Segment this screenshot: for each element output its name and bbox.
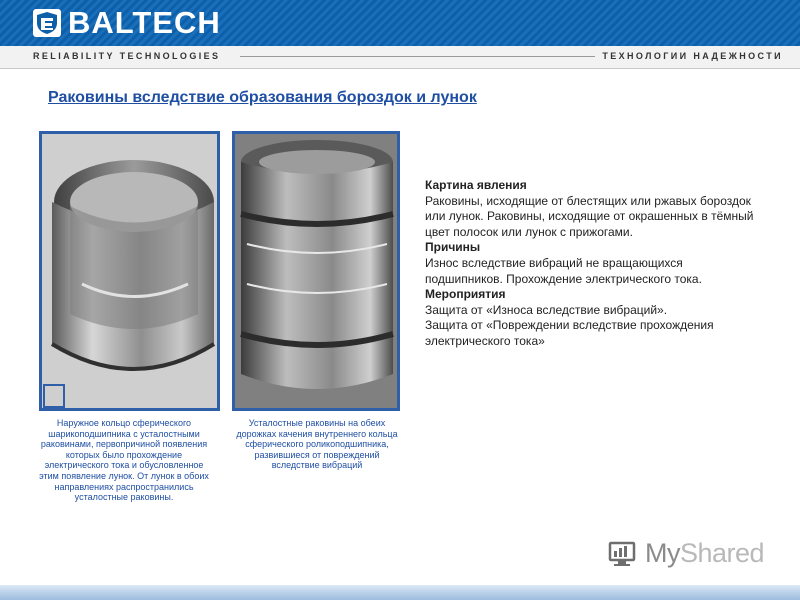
myshared-word-shared: Shared xyxy=(680,538,765,568)
myshared-word-my: My xyxy=(645,538,680,568)
tagline-right: ТЕХНОЛОГИИ НАДЕЖНОСТИ xyxy=(602,51,783,61)
tagline-left: RELIABILITY TECHNOLOGIES xyxy=(33,51,221,61)
causes-heading: Причины xyxy=(425,240,481,255)
description-block xyxy=(425,178,755,350)
bearing-inner-ring-photo xyxy=(232,131,400,411)
measures-line-1: Защита от «Износа вследствие вибраций». xyxy=(425,302,668,317)
measures-heading: Мероприятия xyxy=(425,287,506,302)
symptom-heading: Картина явления xyxy=(425,178,527,192)
page-title: Раковины вследствие образования бороздок и лунок xyxy=(48,89,477,106)
photo-frame-marker xyxy=(43,384,65,408)
symptom-text: Раковины, исходящие от блестящих или ржавых бороздок или лунок. Раковины, исходящие от окрашенных в тёмный цвет полосок или лунок с прижогами. xyxy=(425,193,754,239)
baltech-logo-text: BALTECH xyxy=(68,5,221,40)
figure-1-caption: Наружное кольцо сферического шарикоподшипника с усталостными раковинами, первопричиной появления которых было прохождение электрического тока и обусловленное этим появление лунок. От лунок в обоих направлениях распространились усталостные раковины. xyxy=(39,418,209,503)
tagline-bar xyxy=(0,46,800,69)
measures-line-2: Защита от «Повреждении вследствие прохождения электрического тока» xyxy=(425,318,714,348)
tagline-rule xyxy=(240,56,595,57)
myshared-wordmark xyxy=(645,538,764,569)
bearing-outer-ring-photo xyxy=(39,131,220,411)
figure-2-caption: Усталостные раковины на обеих дорожках качения внутреннего кольца сферического роликоподшипника, развившиеся от повреждений вследствие вибраций xyxy=(236,418,398,471)
causes-text: Износ вследствие вибраций не вращающихся подшипников. Прохождение электрического тока. xyxy=(425,255,702,286)
baltech-logo-icon xyxy=(33,9,61,37)
footer-strip xyxy=(0,585,800,600)
header-bar xyxy=(0,0,800,46)
myshared-logo-icon xyxy=(607,539,637,569)
